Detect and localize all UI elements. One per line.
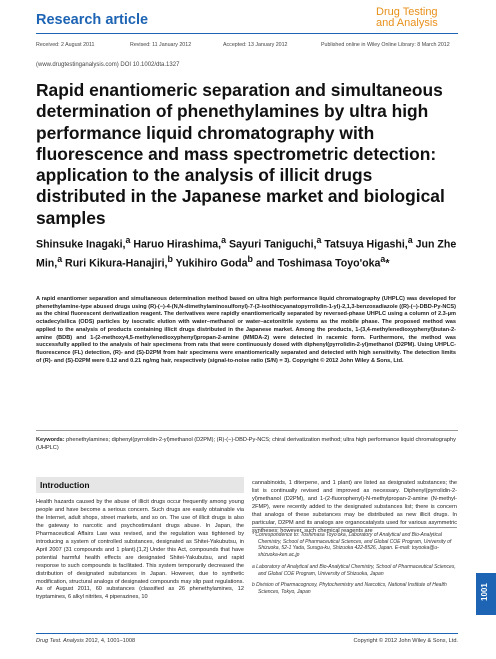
page-header <box>0 0 496 36</box>
footnote-divider <box>252 527 457 528</box>
footer-divider <box>36 633 458 634</box>
received-date: Received: 2 August 2011 <box>36 42 95 48</box>
page-number-tab <box>476 573 496 615</box>
published-date: Published online in Wiley Online Library: 8 March 2012 <box>321 42 450 48</box>
footer-citation <box>36 638 135 644</box>
footnote-affiliation-b: b Division of Pharmacognosy, Phytochemistry and Narcotics, National Institute of Health Sciences, Tokyo, Japan <box>252 582 447 595</box>
section-heading-box <box>36 477 244 493</box>
keywords <box>36 437 458 453</box>
doi-line[interactable]: (www.drugtestinganalysis.com) DOI 10.1002/dta.1327 <box>36 62 180 68</box>
footnotes <box>252 532 457 601</box>
article-title: Rapid enantiomeric separation and simultaneous determination of phenethylamines by ultra high performance liquid chromatography with fluorescence and mass spectrometric detection: application to the analysis of illicit drugs distributed in the Japanese market and biological samples <box>36 80 445 228</box>
section-title: Introduction <box>40 480 90 490</box>
abstract: A rapid enantiomer separation and simultaneous determination method based on ultra high performance liquid chromatography (UHPLC) was developed for phenethylamine-type abused drugs using (R)-(−)-4-(N,N-dimethylaminosulfonyl)-7-(3-isothiocyanatopyrrolidin-1-yl)-2,1,3-benzoxadiazole ((R)-(−)-DBD-Py-NCS) as the chiral fluorescent derivatization reagent. The derivatives were rapidly enantiomerically separated by reversed-phase UHPLC using a column of 2.3-μm octadecylsilica (ODS) particles by isocratic elution with water–methanol or water–acetonitrile systems as the mobile phase. The proposed method was applied to the analysis of products containing illicit drugs distributed in the Japanese market. Among the products, 1-(3,4-methylenedioxyphenyl)butan-2-amine (BDB) and 1-(2-methoxy4,5-methylenedioxyphenyl)propan-2-amine (MMDA-2) were detected in racemic form. Furthermore, the method was successfully applied to the analysis of hair specimens from rats that were continuously dosed with diphenyl(pyrrolidin-2-yl)methanol (D2PM). Using UHPLC-fluorescence (FL) detection, (R)- and (S)-D2PM from hair specimens were enantiomerically separated and detected with high sensitivity. The detection limits of (R)- and (S)-D2PM were 0.12 and 0.21 ng/mg hair, respectively (signal-to-noise ratio (S/N) = 3). Copyright © 2012 John Wiley & Sons, Ltd. <box>36 296 456 364</box>
accepted-date: Accepted: 13 January 2012 <box>223 42 288 48</box>
page-number: 1001 <box>480 583 489 601</box>
journal-logo <box>376 7 458 29</box>
article-dates <box>36 42 458 52</box>
article-type-label: Research article <box>36 12 149 28</box>
keywords-text: phenethylamines; diphenyl(pyrrolidin-2-yl)methanol (D2PM); (R)-(−)-DBD-Py-NCS; chiral derivatization method; ultra high performance liquid chromatography (UHPLC) <box>36 437 456 451</box>
footer-journal: Drug Test. Analysis <box>36 638 84 644</box>
revised-date: Revised: 11 January 2012 <box>130 42 192 48</box>
footnote-affiliation-a: a Laboratory of Analytical and Bio-Analytical Chemistry, School of Pharmaceutical Sciences, and Global COE Program, University of Shizuoka, Japan <box>252 563 456 577</box>
keywords-label: Keywords: <box>36 437 65 443</box>
header-divider <box>36 33 458 34</box>
journal-name-line2: and Analysis <box>376 17 438 29</box>
footer-copyright: Copyright © 2012 John Wiley & Sons, Ltd. <box>353 638 458 644</box>
intro-text-left: Health hazards caused by the abuse of illicit drugs occur frequently among young people and have become a serious concern. Such drugs are easily obtainable via the Internet, adult shops, street markets, and so on. The use of illicit drugs is also the gateway to narcotic and psychostimulant drugs abuse. In Japan, the Pharmaceutical Affairs Law was revised, and the regulation was tightened by introducing a system of controlled substances, designated as Shitei-Yakubutsu, in April 2007 (31 compounds and 1 plant).[1,2] Under this Act, compounds that have potential harmful health effects are designated Shitei-Yakubutsu, and rapid response to such compounds is facilitated. This system temporarily decreased the distribution of designated substances in Japan. However, due to synthetic modification, structural analogs of designated compounds may slip past regulations. As of August 2011, 60 substances (classified as 26 phenethylamines, 12 tryptamines, 6 alkyl nitrites, 4 piperazines, 10 <box>36 499 244 601</box>
intro-text-right: cannabinoids, 1 diterpene, and 1 plant) are listed as designated substances; the list is continually revised and improved as necessary. Diphenyl(pyrrolidin-2-yl)methanol (D2PM), and 1-(2-fluorophenyl)-N-methylpropan-2-amine (N-methyl-2FMP), were recently added to the designated substances list; there is concern that analogs of these substances may be distributed as new illicit drugs. In particular, D2PM and its analogs are organocatalysts used for various asymmetric syntheses; however, such chemical reagents are <box>252 480 457 534</box>
author-list: Shinsuke Inagaki,$^a$ Haruo Hirashima,$^a$ Sayuri Taniguchi,$^a$ Tatsuya Higashi,$^a$ Jun Zhe Min,$^a$ Ruri Kikura-Hanajiri,$^b$ Yukihiro Goda$^b$ and Toshimasa Toyo'oka$^a$* <box>36 235 457 270</box>
keywords-divider <box>36 430 458 431</box>
footer-volume: 2012, 4, 1001–1008 <box>83 638 136 644</box>
journal-name-line1: Drug Testing <box>376 6 438 18</box>
footnote-correspondence: * Correspondence to: Toshimasa Toyo'oka, Laboratory of Analytical and Bio-Analytical Chemistry, School of Pharmaceutical Sciences, and Global COE Program, University of Shizuoka, 52-1 Yada, Suruga-ku, Shizuoka 422-8526, Japan. E-mail: toyooka@u-shizuoka-ken.ac.jp <box>252 532 452 559</box>
